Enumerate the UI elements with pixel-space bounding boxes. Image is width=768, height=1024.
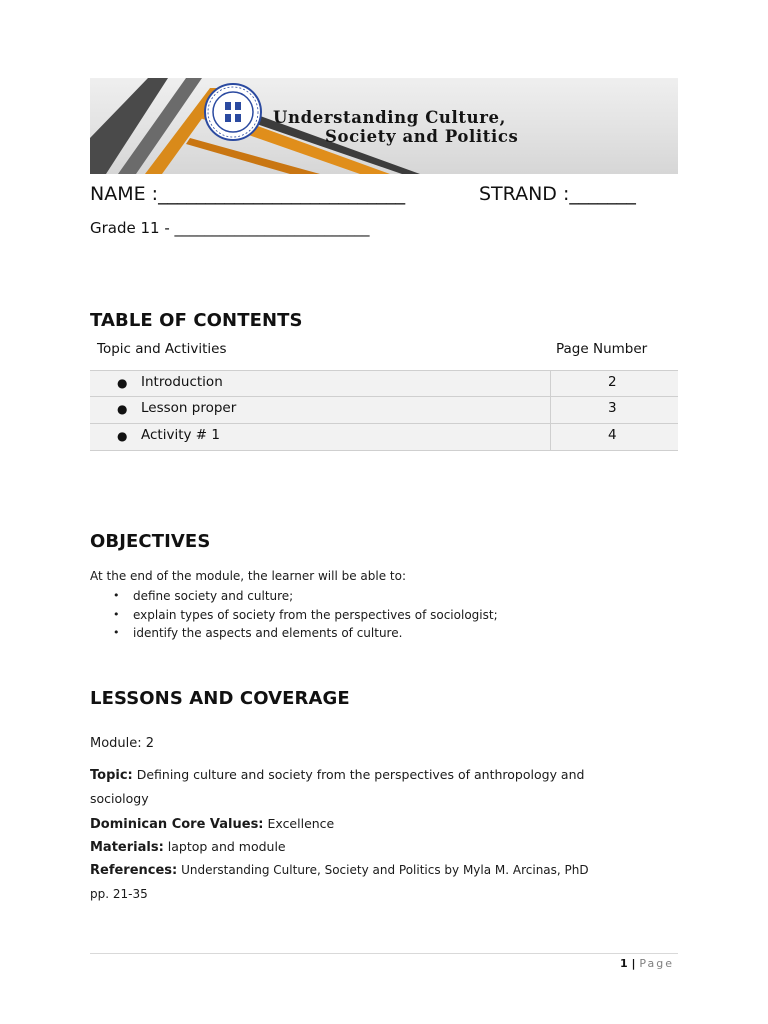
references-value: Understanding Culture, Society and Politics by Myla M. Arcinas, PhD	[177, 863, 589, 877]
toc-row-page: 4	[608, 427, 617, 443]
banner-title	[273, 108, 673, 146]
header-banner	[90, 78, 678, 174]
page-separator: |	[627, 957, 640, 970]
banner-title-line1: Understanding Culture,	[273, 108, 506, 127]
list-item	[90, 624, 498, 643]
objective-text: explain types of society from the perspectives of sociologist;	[133, 607, 498, 622]
list-item	[90, 606, 498, 625]
page-word: Page	[639, 957, 674, 970]
grade-field[interactable]	[90, 219, 370, 237]
core-values-label: Dominican Core Values:	[90, 817, 264, 832]
pages-field	[90, 887, 148, 902]
topic-value: Defining culture and society from the perspectives of anthropology and	[132, 767, 585, 782]
module-field	[90, 736, 154, 751]
list-item	[90, 587, 498, 606]
toc-row-page: 2	[608, 374, 617, 390]
name-label: NAME :	[90, 183, 159, 205]
bullet-icon: •	[113, 589, 120, 602]
name-blank[interactable]: __________________________	[158, 183, 406, 205]
toc-column-page: Page Number	[556, 341, 648, 357]
materials-value: laptop and module	[163, 839, 286, 854]
toc-heading: TABLE OF CONTENTS	[90, 310, 303, 331]
name-field[interactable]	[90, 183, 405, 205]
strand-label: STRAND :	[479, 183, 570, 205]
school-seal-icon	[203, 82, 263, 142]
core-values-value: Excellence	[263, 816, 335, 831]
toc-row	[90, 370, 678, 397]
objective-text: define society and culture;	[133, 589, 294, 603]
toc-row-label: Introduction	[141, 374, 223, 390]
bullet-icon: ●	[117, 429, 128, 443]
grade-label: Grade 11 -	[90, 219, 175, 237]
topic-value-continued: sociology	[90, 791, 149, 806]
materials-label: Materials:	[90, 840, 164, 855]
footer-divider	[90, 953, 678, 954]
toc-column-divider	[550, 397, 551, 423]
grade-blank[interactable]: __________________________	[174, 219, 370, 237]
banner-title-line2: Society and Politics	[325, 127, 519, 146]
bullet-icon: •	[113, 607, 120, 621]
bullet-icon: •	[113, 626, 120, 639]
toc-row	[90, 424, 678, 451]
toc-row-label: Lesson proper	[141, 400, 237, 416]
objectives-heading: OBJECTIVES	[90, 531, 211, 552]
topic-label: Topic:	[90, 768, 133, 783]
pages-value: pp. 21-35	[90, 887, 148, 901]
module-label: Module:	[90, 736, 146, 751]
bullet-icon: ●	[117, 376, 128, 390]
strand-blank[interactable]: _______	[569, 183, 636, 205]
core-values-field	[90, 816, 334, 832]
lessons-heading: LESSONS AND COVERAGE	[90, 688, 350, 709]
toc-row-page: 3	[608, 400, 617, 416]
bullet-icon: ●	[117, 402, 128, 416]
page-footer	[620, 957, 674, 970]
topic-field-continued	[90, 791, 149, 807]
topic-field	[90, 767, 584, 783]
toc-row	[90, 397, 678, 424]
toc-column-topic: Topic and Activities	[97, 341, 227, 357]
toc-table	[90, 370, 678, 451]
materials-field	[90, 839, 286, 855]
strand-field[interactable]	[479, 183, 636, 205]
toc-column-divider	[550, 424, 551, 450]
references-label: References:	[90, 863, 178, 878]
objectives-intro: At the end of the module, the learner will be able to:	[90, 569, 407, 583]
objective-text: identify the aspects and elements of culture.	[133, 626, 403, 640]
page-number: 1	[620, 957, 628, 970]
objectives-list	[90, 587, 498, 643]
references-field	[90, 863, 589, 878]
toc-row-label: Activity # 1	[141, 427, 220, 443]
module-value: 2	[145, 736, 155, 751]
toc-column-divider	[550, 371, 551, 396]
